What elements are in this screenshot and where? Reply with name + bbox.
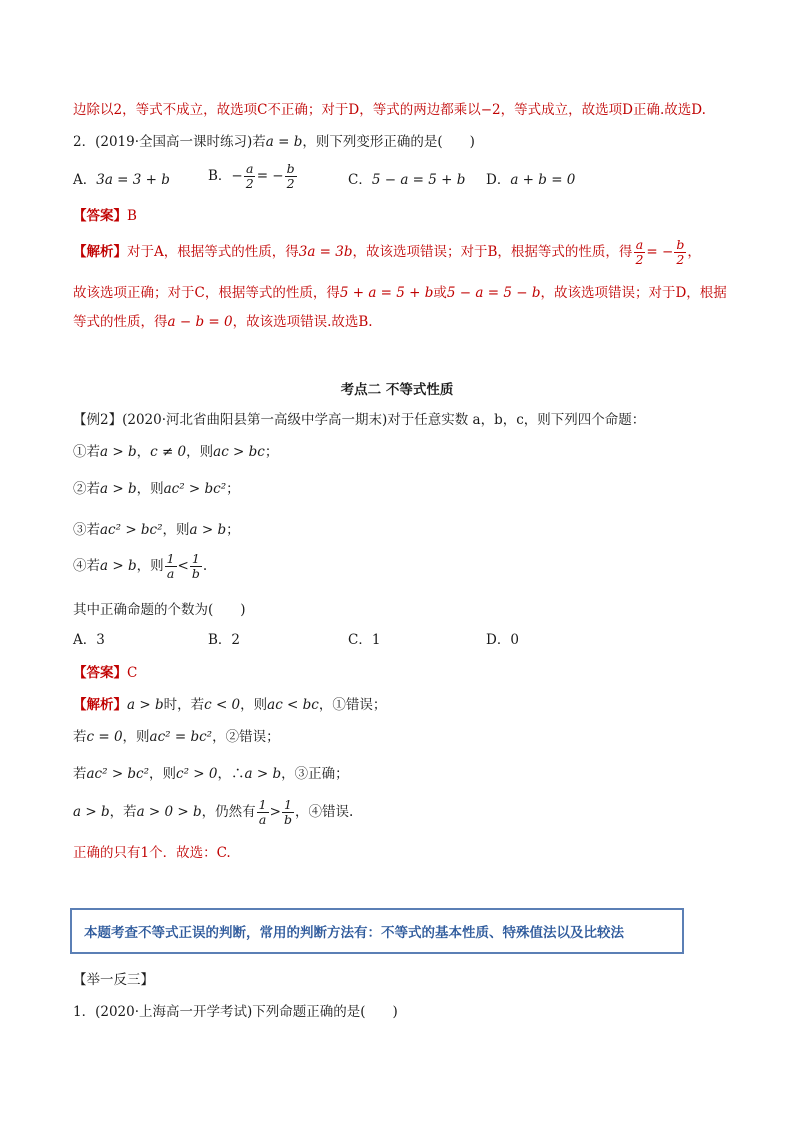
- q2-option-b-frac-b: [285, 162, 297, 191]
- analysis-math: 5 − a = 5 − b: [446, 285, 541, 301]
- prop-math: c ≠ 0: [150, 444, 187, 460]
- analysis-text: ，若: [109, 804, 137, 820]
- ex2-option-b: B．2: [208, 632, 241, 648]
- prop-text: ，则: [162, 522, 190, 538]
- q2-stem-math: a = b: [265, 134, 303, 150]
- tip-box-text: 本题考查不等式正误的判断，常用的判断方法有：不等式的基本性质、特殊值法以及比较法: [84, 925, 624, 941]
- analysis-frac-a: [633, 238, 645, 267]
- prop-label: ①若: [73, 444, 100, 460]
- analysis-math: 3a = 3b: [298, 244, 353, 260]
- frac-den: 2: [286, 176, 295, 191]
- q2-option-b-label: B．: [208, 168, 232, 184]
- analysis-math: c = 0: [86, 729, 123, 745]
- prop-label: ④若: [73, 558, 100, 574]
- analysis-text: ，④错误.: [294, 804, 354, 820]
- section-title: 考点二 不等式性质: [340, 382, 454, 398]
- frac-den: a: [166, 566, 175, 581]
- ex2-analysis-line-3: [73, 764, 349, 784]
- q2-option-d-label: D．: [486, 172, 511, 188]
- analysis-text: ，②错误；: [212, 729, 280, 745]
- frac-num: b: [286, 161, 295, 176]
- prop4-frac-a: [165, 552, 177, 581]
- analysis-text: ，则: [149, 766, 177, 782]
- analysis-text: 对于A，根据等式的性质，得: [127, 244, 299, 260]
- analysis-text: 等式的性质，得: [73, 314, 168, 330]
- prop-math: a > b: [100, 558, 137, 574]
- ex2-option-d: D．0: [486, 632, 519, 648]
- q2-answer: [73, 206, 137, 226]
- prop-math: ac² > bc²: [100, 522, 163, 538]
- example-2-stem: [73, 410, 645, 430]
- analysis-text: ，故该选项错误；对于D，根据: [540, 285, 727, 301]
- prop-op: <: [177, 558, 189, 574]
- q2-option-b: [208, 162, 298, 191]
- analysis-math: a > b: [73, 804, 110, 820]
- q2-option-a: [73, 170, 170, 190]
- prop-math: a > b: [100, 481, 137, 497]
- prev-analysis-text: 边除以2，等式不成立，故选项C不正确；对于D，等式的两边都乘以−2，等式成立，故选项D正确.故选D.: [73, 102, 706, 118]
- analysis-math: 5 + a = 5 + b: [339, 285, 434, 301]
- analysis-frac-b: [282, 798, 294, 827]
- analysis-text: ，仍然有: [201, 804, 256, 820]
- analysis-math: a > b: [127, 697, 164, 713]
- ex2-option-a: A．3: [73, 632, 105, 648]
- analysis-conclusion: 正确的只有1个．故选：C.: [73, 845, 231, 861]
- frac-num: 1: [258, 797, 267, 812]
- answer-tag: 【答案】: [73, 665, 127, 681]
- q2-option-a-label: A．: [73, 172, 97, 188]
- analysis-math: ac² = bc²: [149, 729, 213, 745]
- q2-analysis-line-1: [73, 238, 701, 267]
- prop-math: ac > bc: [213, 444, 265, 460]
- analysis-text: ，③正确；: [281, 766, 349, 782]
- answer-tag: 【答案】: [73, 208, 127, 224]
- prop-text: ，则: [136, 558, 164, 574]
- analysis-text: ，则: [122, 729, 150, 745]
- proposition-3: [73, 520, 240, 540]
- analysis-text: ，: [687, 244, 701, 260]
- q2-option-b-minus: −: [231, 168, 243, 184]
- analysis-text: 或: [433, 285, 447, 301]
- frac-num: 1: [191, 551, 200, 566]
- analysis-math: a > 0 > b: [136, 804, 202, 820]
- frac-num: a: [635, 237, 644, 252]
- frac-num: 1: [283, 797, 292, 812]
- analysis-text: ，故该选项错误.故选B.: [232, 314, 373, 330]
- answer-value: B: [127, 208, 137, 224]
- prev-analysis-tail: [73, 100, 706, 120]
- prop-label: ③若: [73, 522, 100, 538]
- prop-math: a > b: [189, 522, 227, 538]
- frac-num: 1: [166, 551, 175, 566]
- analysis-text: ，故该选项错误；对于B，根据等式的性质，得: [352, 244, 633, 260]
- prop-text: ，: [136, 444, 151, 460]
- q2-analysis-line-2: [73, 283, 727, 303]
- q2-stem-text: 2．(2019·全国高一课时练习)若: [73, 134, 266, 150]
- q2-option-a-math: 3a = 3 + b: [96, 172, 170, 188]
- q2-option-c-label: C．: [348, 172, 372, 188]
- answer-value: C: [127, 665, 138, 681]
- q2-analysis-line-3: [73, 312, 373, 332]
- frac-num: a: [245, 161, 254, 176]
- q2-option-d-math: a + b = 0: [510, 172, 576, 188]
- prop-math: ac² > bc²: [163, 481, 227, 497]
- q2-option-c: [348, 170, 465, 190]
- frac-num: b: [676, 237, 685, 252]
- ex2-analysis-line-1: [73, 695, 386, 715]
- analysis-text: 时，若: [163, 697, 205, 713]
- ex2-analysis-line-5: [73, 843, 231, 863]
- proposition-2: [73, 479, 240, 499]
- example-2-stem-text: 【例2】(2020·河北省曲阳县第一高级中学高一期末)对于任意实数 a，b，c，则下列四个命题：: [73, 412, 646, 428]
- analysis-math: ac < bc: [267, 697, 319, 713]
- example-2-question-text: 其中正确命题的个数为( ): [73, 602, 246, 618]
- analysis-frac-b: [674, 238, 686, 267]
- practice-title: [73, 970, 154, 990]
- q2-option-d: [486, 170, 575, 190]
- practice-question-1-text: 1．(2020·上海高一开学考试)下列命题正确的是( ): [73, 1004, 398, 1020]
- analysis-text: 若: [73, 766, 87, 782]
- ex2-answer: [73, 663, 137, 683]
- analysis-tag: 【解析】: [73, 697, 127, 713]
- analysis-tag: 【解析】: [73, 244, 127, 260]
- analysis-op: >: [269, 804, 281, 820]
- prop-text: ，则: [186, 444, 214, 460]
- prop-text: ；: [264, 444, 279, 460]
- proposition-4: [73, 552, 207, 581]
- analysis-eq: = −: [646, 244, 674, 260]
- question-2-stem: [73, 132, 475, 152]
- frac-den: b: [191, 566, 200, 581]
- prop-text: ，则: [136, 481, 164, 497]
- analysis-text: ，∴: [217, 766, 245, 782]
- ex2-analysis-line-2: [73, 727, 280, 747]
- tip-box: [70, 908, 684, 954]
- analysis-frac-a: [257, 798, 269, 827]
- prop-text: ；: [226, 481, 240, 497]
- analysis-math: a > b: [244, 766, 282, 782]
- frac-den: b: [283, 812, 292, 827]
- prop4-frac-b: [190, 552, 202, 581]
- practice-title-text: 【举一反三】: [73, 972, 154, 988]
- q2-option-c-math: 5 − a = 5 + b: [371, 172, 466, 188]
- analysis-text: ，①错误；: [318, 697, 387, 713]
- q2-option-b-frac-a: [244, 162, 256, 191]
- frac-den: a: [258, 812, 267, 827]
- q2-option-b-eq: = −: [256, 168, 284, 184]
- analysis-text: 故该选项正确；对于C，根据等式的性质，得: [73, 285, 340, 301]
- frac-den: 2: [245, 176, 254, 191]
- analysis-math: ac² > bc²: [86, 766, 150, 782]
- analysis-math: c < 0: [204, 697, 241, 713]
- prop-text: .: [202, 558, 208, 574]
- frac-den: 2: [676, 252, 685, 267]
- prop-text: ；: [226, 522, 240, 538]
- practice-question-1: [73, 1002, 398, 1022]
- prop-math: a > b: [100, 444, 137, 460]
- frac-den: 2: [635, 252, 644, 267]
- analysis-math: a − b = 0: [167, 314, 233, 330]
- analysis-text: 若: [73, 729, 87, 745]
- ex2-analysis-line-4: [73, 798, 353, 827]
- prop-label: ②若: [73, 481, 100, 497]
- proposition-1: [73, 442, 278, 462]
- q2-stem-end: ，则下列变形正确的是( ): [302, 134, 475, 150]
- example-2-question: [73, 600, 246, 620]
- ex2-option-c: C．1: [348, 632, 381, 648]
- analysis-math: c² > 0: [176, 766, 218, 782]
- analysis-text: ，则: [240, 697, 268, 713]
